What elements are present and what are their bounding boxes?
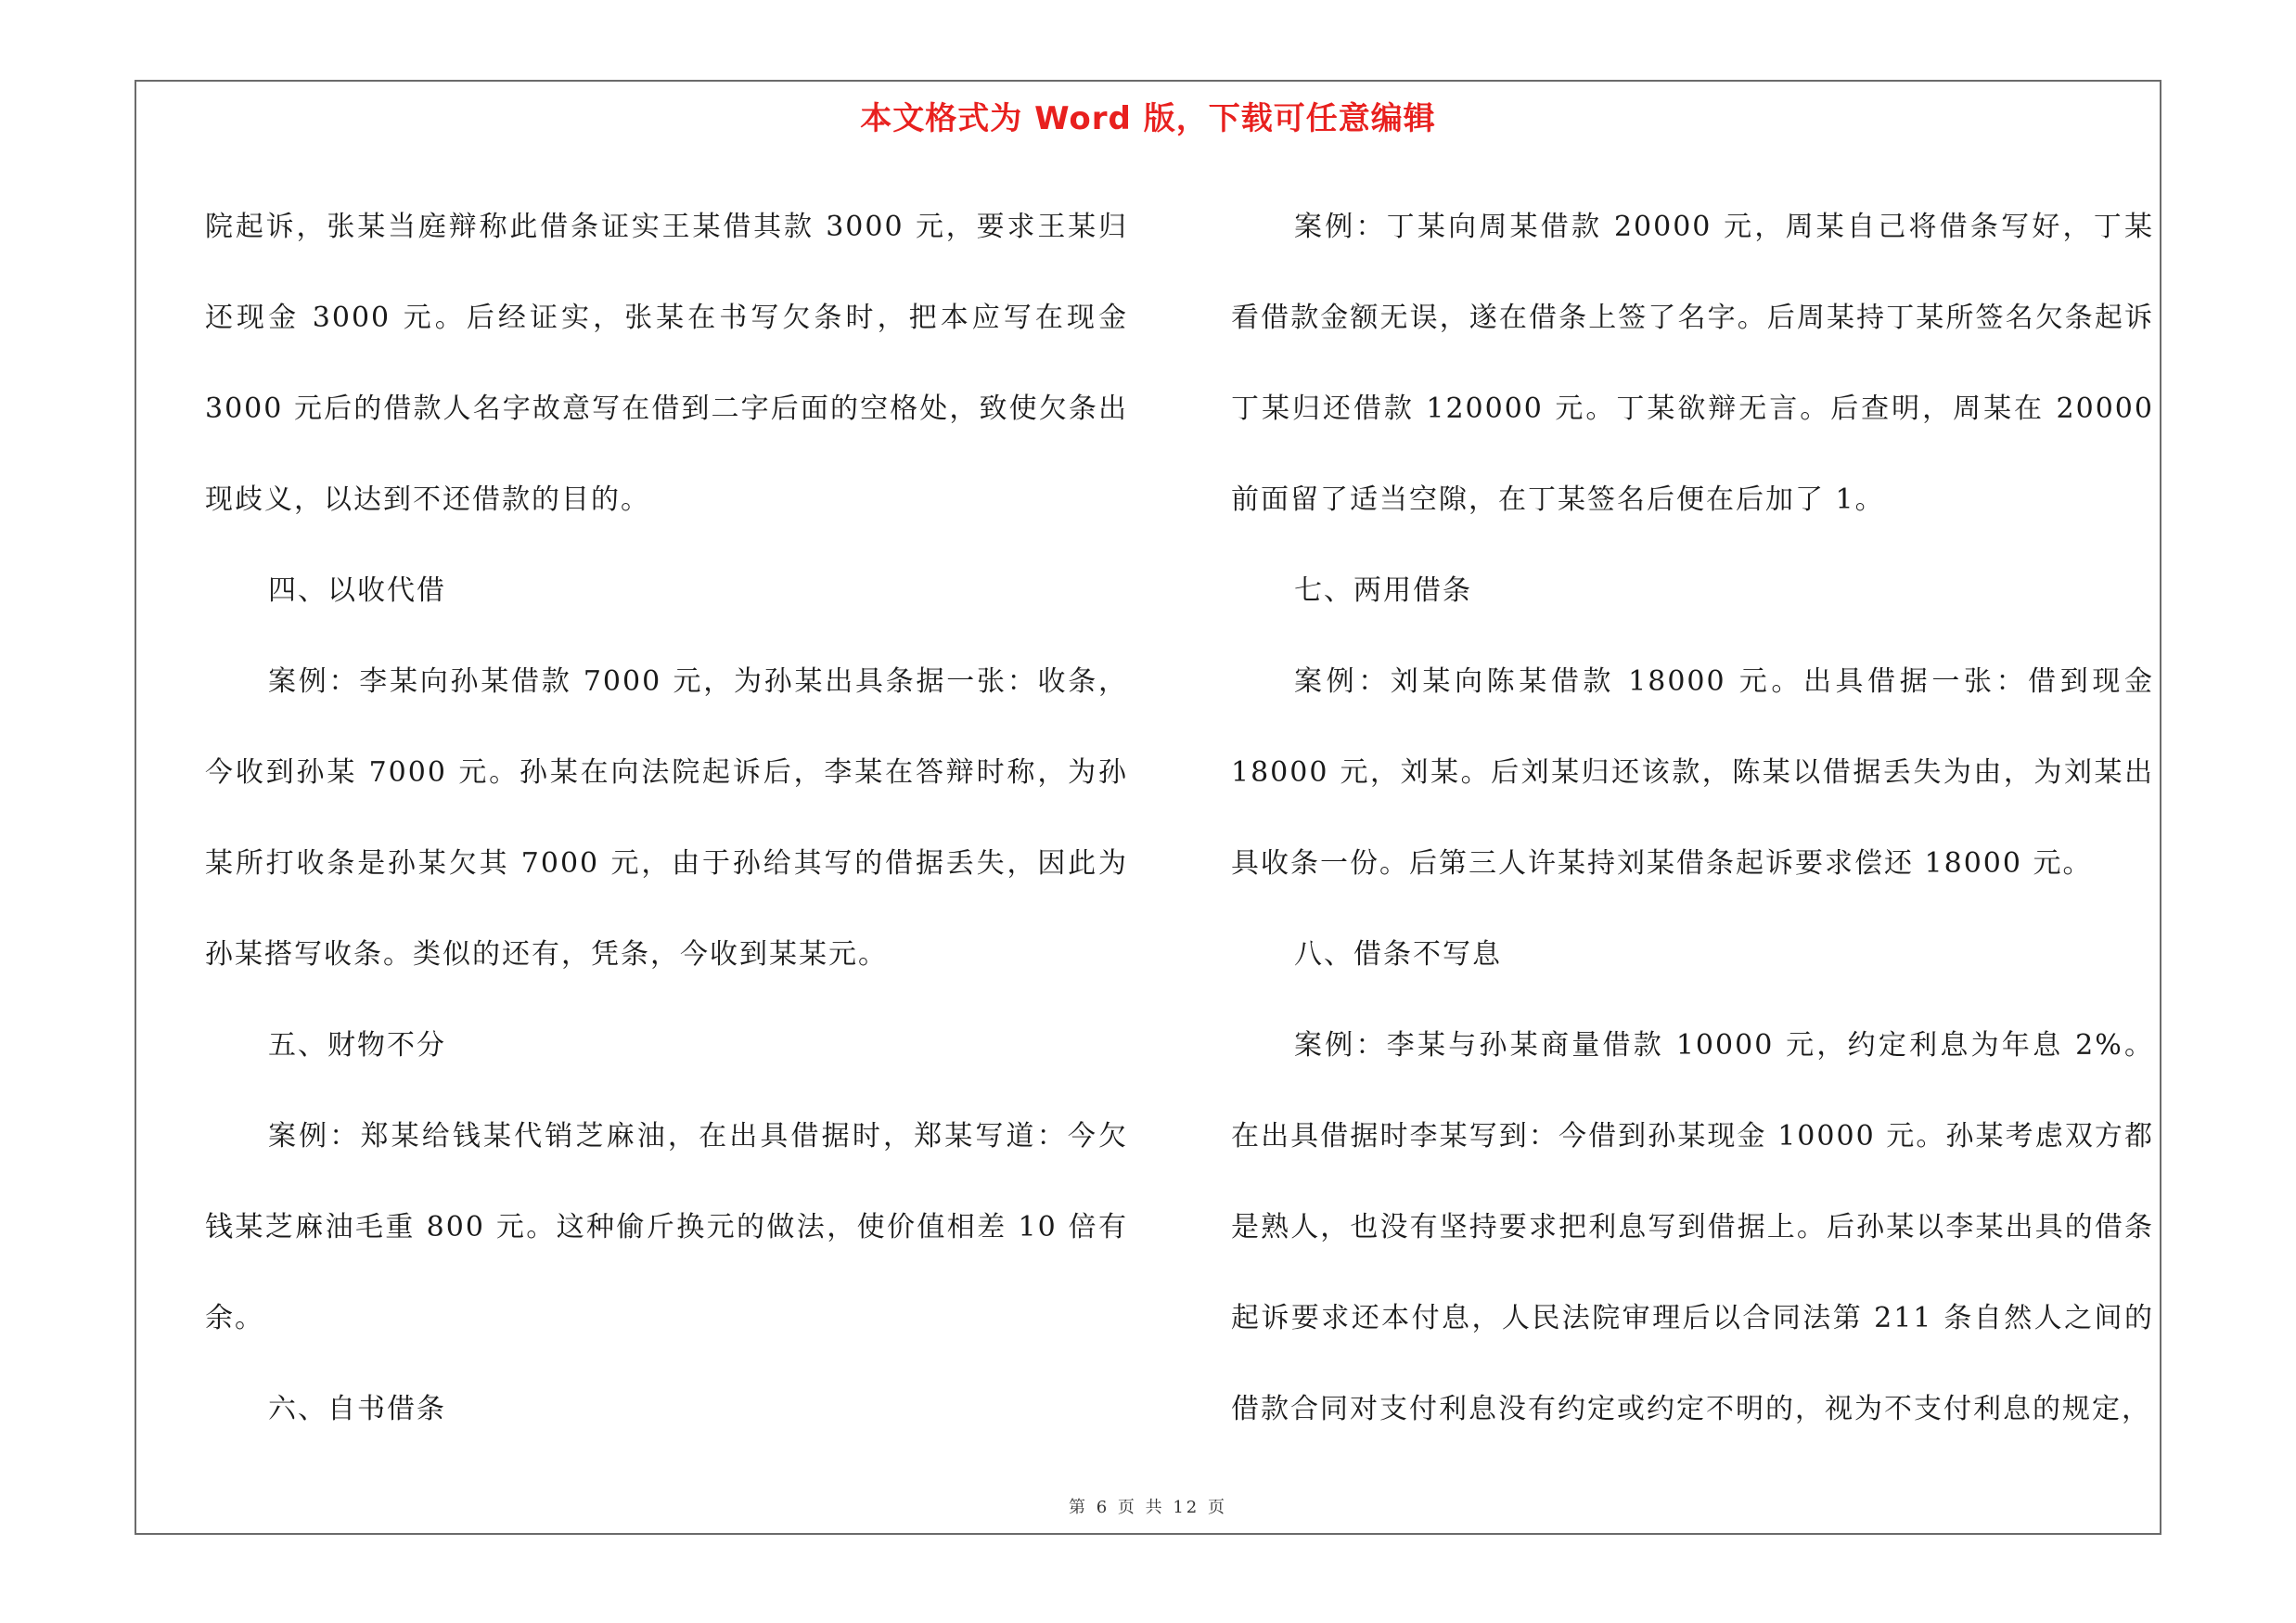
case-paragraph-7: 案例：刘某向陈某借款 18000 元。出具借据一张：借到现金 18000 元，刘某。后刘某归还该款，陈某以借据丢失为由，为刘某出具收条一份。后第三人许某持刘某借条起诉要求偿还 18000 元。 <box>1231 665 2154 880</box>
left-column <box>205 182 1128 1455</box>
case-paragraph-6: 案例：丁某向周某借款 20000 元，周某自己将借条写好，丁某看借款金额无误，遂在借条上签了名字。后周某持丁某所签名欠条起诉丁某归还借款 120000 元。丁某欲辩无言。后查明，周某在 20000 前面留了适当空隙，在丁某签名后便在后加了 1。 <box>1231 211 2154 516</box>
paragraph-continuation: 院起诉，张某当庭辩称此借条证实王某借其款 3000 元，要求王某归还现金 3000 元。后经证实，张某在书写欠条时，把本应写在现金 3000 元后的借款人名字故意写在借到二字后面的空格处，致使欠条出现歧义，以达到不还借款的目的。 <box>205 211 1128 516</box>
section-heading-7: 七、两用借条 <box>1294 574 1472 607</box>
case-paragraph-5: 案例：郑某给钱某代销芝麻油，在出具借据时，郑某写道：今欠钱某芝麻油毛重 800 元。这种偷斤换元的做法，使价值相差 10 倍有余。 <box>205 1120 1128 1334</box>
word-format-banner: 本文格式为 Word 版，下载可任意编辑 <box>860 100 1436 137</box>
case-paragraph-4: 案例：李某向孙某借款 7000 元，为孙某出具条据一张：收条，今收到孙某 7000 元。孙某在向法院起诉后，李某在答辩时称，为孙某所打收条是孙某欠其 7000 元，由于孙给其写的借据丢失，因此为孙某搭写收条。类似的还有，凭条，今收到某某元。 <box>205 665 1128 971</box>
section-heading-6: 六、自书借条 <box>268 1393 446 1425</box>
right-column <box>1231 182 2154 1455</box>
page-frame <box>135 80 2161 1535</box>
page-number-footer: 第 6 页 共 12 页 <box>1069 1498 1227 1517</box>
case-paragraph-8: 案例：李某与孙某商量借款 10000 元，约定利息为年息 2%。在出具借据时李某写到：今借到孙某现金 10000 元。孙某考虑双方都是熟人，也没有坚持要求把利息写到借据上。后孙某以李某出具的借条起诉要求还本付息，人民法院审理后以合同法第 211 条自然人之间的借款合同对支付利息没有约定或约定不明的，视为不支付利息的规定， <box>1231 1029 2154 1425</box>
section-heading-4: 四、以收代借 <box>268 574 446 607</box>
section-heading-8: 八、借条不写息 <box>1294 938 1502 971</box>
section-heading-5: 五、财物不分 <box>268 1029 446 1062</box>
